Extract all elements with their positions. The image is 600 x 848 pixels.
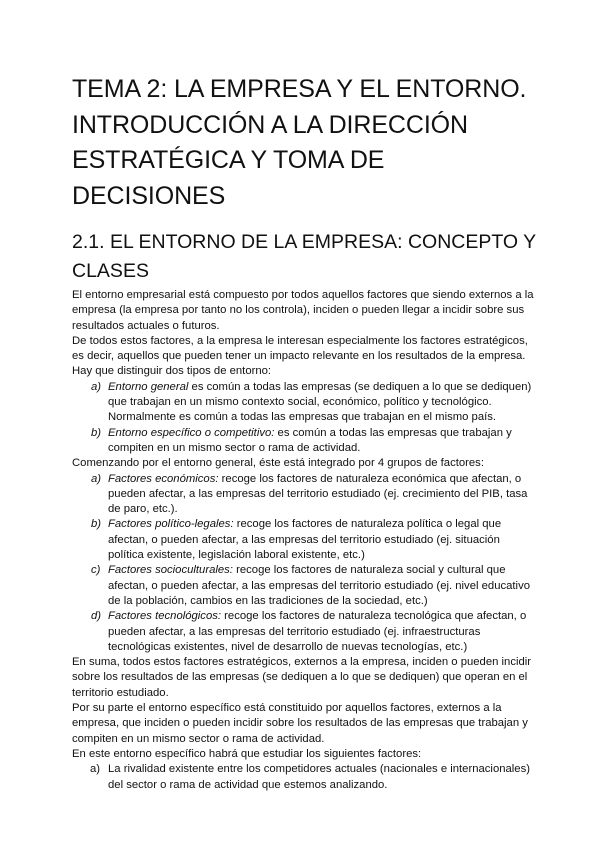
- item-text: La rivalidad existente entre los competidores actuales (nacionales e internacionales) del sector o rama de actividad que estemos analizando.: [108, 763, 530, 791]
- general-factors-list: [72, 472, 534, 656]
- term-label: Entorno general: [108, 380, 189, 393]
- list-item-factores-tecnologicos: [72, 609, 534, 655]
- list-marker: d): [91, 610, 102, 623]
- term-description: es común a todas las empresas que trabajan y compiten en un mismo sector o rama de actividad.: [108, 426, 512, 454]
- list-item-factores-politico-legales: [72, 517, 534, 563]
- term-label: Factores socioculturales:: [108, 564, 233, 577]
- document-title: TEMA 2: LA EMPRESA Y EL ENTORNO. INTRODUCCIÓN A LA DIRECCIÓN ESTRATÉGICA Y TOMA DE DECISIONES: [72, 75, 527, 210]
- paragraph-summary: En suma, todos estos factores estratégicos, externos a la empresa, inciden o pueden incidir sobre los resultados de las empresas (se dediquen a lo que se dediquen) que operan en el territorio estudiado.: [72, 656, 532, 699]
- list-marker: b): [91, 426, 102, 439]
- specific-factors-list: [72, 762, 534, 793]
- list-marker: c): [91, 564, 101, 577]
- paragraph-entorno-definition: El entorno empresarial está compuesto por todos aquellos factores que siendo externos a la empresa (la empresa por tanto no los controla), inciden o pueden llegar a incidir sobre sus resultados actuales o futuros.: [72, 289, 534, 332]
- term-label: Factores político-legales:: [108, 518, 234, 531]
- list-item-factores-economicos: [72, 472, 534, 518]
- list-marker: b): [91, 518, 102, 531]
- list-marker: a): [90, 763, 101, 776]
- document-body: [72, 288, 534, 793]
- entorno-types-list: [72, 380, 534, 456]
- term-description: recoge los factores de naturaleza social y cultural que afectan, o pueden afectar, a las empresas del territorio estudiado (ej. nivel educativo de la población, cambios en las tradiciones de la sociedad, etc.): [108, 564, 531, 607]
- term-description: recoge los factores de naturaleza económica que afectan, o pueden afectar, a las empresas del territorio estudiado (ej. crecimiento del PIB, tasa de paro, etc.).: [108, 472, 528, 516]
- paragraph-entorno-especifico: Por su parte el entorno específico está constituido por aquellos factores, externos a la empresa, que inciden o pueden incidir sobre los resultados de las empresas que trabajan y compiten en un mismo sector o rama de actividad.: [72, 702, 528, 745]
- term-label: Entorno específico o competitivo:: [108, 426, 275, 439]
- list-item-rivalidad: [72, 762, 534, 793]
- term-description: recoge los factores de naturaleza política o legal que afectan, o pueden afectar, a las empresas del territorio estudiado (ej. situación política existente, legislación laboral existente, etc.): [108, 518, 502, 562]
- term-label: Factores económicos:: [108, 472, 219, 485]
- list-marker: a): [91, 472, 102, 485]
- paragraph-strategic-factors: De todos estos factores, a la empresa le interesan especialmente los factores estratégicos, es decir, aquellos que pueden tener un impacto relevante en los resultados de la empresa.: [72, 334, 528, 363]
- term-description: es común a todas las empresas (se dediquen a lo que se dediquen) que trabajan en un mismo contexto social, económico, político y tecnológico. Normalmente es común a todas las empresas que trabajan en el mismo país.: [108, 380, 532, 424]
- list-item-factores-socioculturales: [72, 563, 534, 609]
- section-heading: 2.1. EL ENTORNO DE LA EMPRESA: CONCEPTO Y CLASES: [72, 231, 536, 282]
- term-description: recoge los factores de naturaleza tecnológica que afectan, o pueden afectar, a las empresas del territorio estudiado (ej. infraestructuras tecnológicas existentes, nivel de desarrollo de nuevas tecnologías, etc.): [108, 610, 527, 653]
- list-item-entorno-especifico: [72, 426, 534, 457]
- list-item-entorno-general: [72, 380, 534, 426]
- paragraph-general-factors-intro: Comenzando por el entorno general, éste está integrado por 4 grupos de factores:: [72, 457, 484, 470]
- list-marker: a): [91, 380, 102, 393]
- paragraph-entorno-types-intro: Hay que distinguir dos tipos de entorno:: [72, 365, 272, 378]
- paragraph-specific-factors-intro: En este entorno específico habrá que estudiar los siguientes factores:: [72, 747, 422, 760]
- term-label: Factores tecnológicos:: [108, 610, 222, 623]
